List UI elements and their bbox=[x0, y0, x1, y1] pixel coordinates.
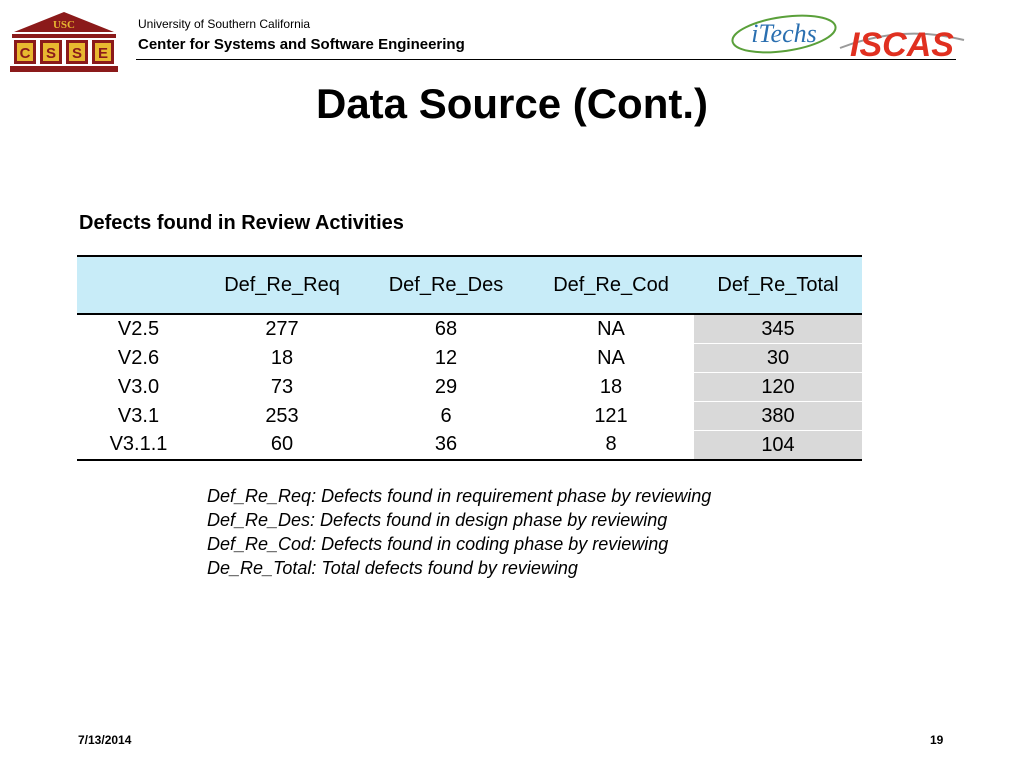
slide-title: Data Source (Cont.) bbox=[315, 80, 709, 127]
logo-letter: E bbox=[97, 45, 109, 62]
table-row bbox=[77, 431, 862, 461]
iscas-logo-text: ISCAS bbox=[850, 26, 954, 62]
table-header-row bbox=[77, 256, 862, 314]
req-cell: 60 bbox=[200, 431, 364, 461]
version-cell: V3.0 bbox=[117, 375, 160, 398]
column-header-def-re-total: Def_Re_Total bbox=[694, 256, 862, 314]
cod-cell: 18 bbox=[599, 375, 623, 398]
column-header-def-re-des: Def_Re_Des bbox=[364, 256, 528, 314]
total-cell: 104 bbox=[694, 431, 862, 461]
csse-logo bbox=[8, 10, 120, 74]
column-legend bbox=[207, 484, 711, 580]
logo-usc-text: USC bbox=[52, 19, 76, 31]
section-title: Defects found in Review Activities bbox=[79, 212, 404, 234]
column-header-version bbox=[77, 256, 200, 314]
des-cell: 36 bbox=[364, 431, 528, 461]
cod-cell: 8 bbox=[528, 431, 694, 461]
org-center-name: Center for Systems and Software Engineering bbox=[138, 36, 465, 53]
logo-letter: S bbox=[71, 45, 83, 62]
version-cell: V3.1.1 bbox=[77, 431, 200, 461]
logo-letter: S bbox=[45, 45, 57, 62]
table-row bbox=[77, 402, 862, 431]
des-cell: 29 bbox=[434, 375, 458, 398]
page-number: 19 bbox=[930, 733, 944, 747]
req-cell: 73 bbox=[270, 375, 294, 398]
legend-item: Def_Re_Req: Defects found in requirement phase by reviewing bbox=[207, 486, 712, 506]
version-cell: V3.1 bbox=[117, 404, 160, 427]
des-cell: 12 bbox=[434, 346, 458, 369]
req-cell: 253 bbox=[265, 404, 299, 427]
total-cell: 380 bbox=[694, 402, 862, 431]
table-row bbox=[77, 373, 862, 402]
legend-item: De_Re_Total: Total defects found by reviewing bbox=[207, 558, 578, 578]
column-header-def-re-req: Def_Re_Req bbox=[200, 256, 364, 314]
total-cell: 120 bbox=[694, 373, 862, 402]
legend-item: Def_Re_Des: Defects found in design phase by reviewing bbox=[207, 510, 668, 530]
legend-item: Def_Re_Cod: Defects found in coding phase by reviewing bbox=[207, 534, 669, 554]
req-cell: 18 bbox=[270, 346, 294, 369]
org-university-name: University of Southern California bbox=[138, 17, 311, 31]
version-cell: V2.6 bbox=[117, 346, 160, 369]
req-cell: 277 bbox=[265, 317, 299, 340]
des-cell: 68 bbox=[434, 317, 458, 340]
cod-cell: NA bbox=[597, 346, 625, 369]
cod-cell: NA bbox=[597, 317, 625, 340]
logo-letter: C bbox=[19, 45, 31, 62]
itechs-logo bbox=[728, 10, 840, 58]
table-row bbox=[77, 344, 862, 373]
defects-table bbox=[77, 255, 862, 461]
itechs-logo-text: iTechs bbox=[751, 19, 817, 48]
iscas-logo bbox=[836, 18, 968, 62]
header-divider bbox=[136, 59, 956, 60]
total-cell: 345 bbox=[694, 314, 862, 344]
cod-cell: 121 bbox=[594, 404, 628, 427]
footer-date: 7/13/2014 bbox=[78, 733, 132, 747]
total-cell: 30 bbox=[694, 344, 862, 373]
des-cell: 6 bbox=[440, 404, 452, 427]
version-cell: V2.5 bbox=[117, 317, 160, 340]
column-header-def-re-cod: Def_Re_Cod bbox=[528, 256, 694, 314]
table-row bbox=[77, 314, 862, 344]
